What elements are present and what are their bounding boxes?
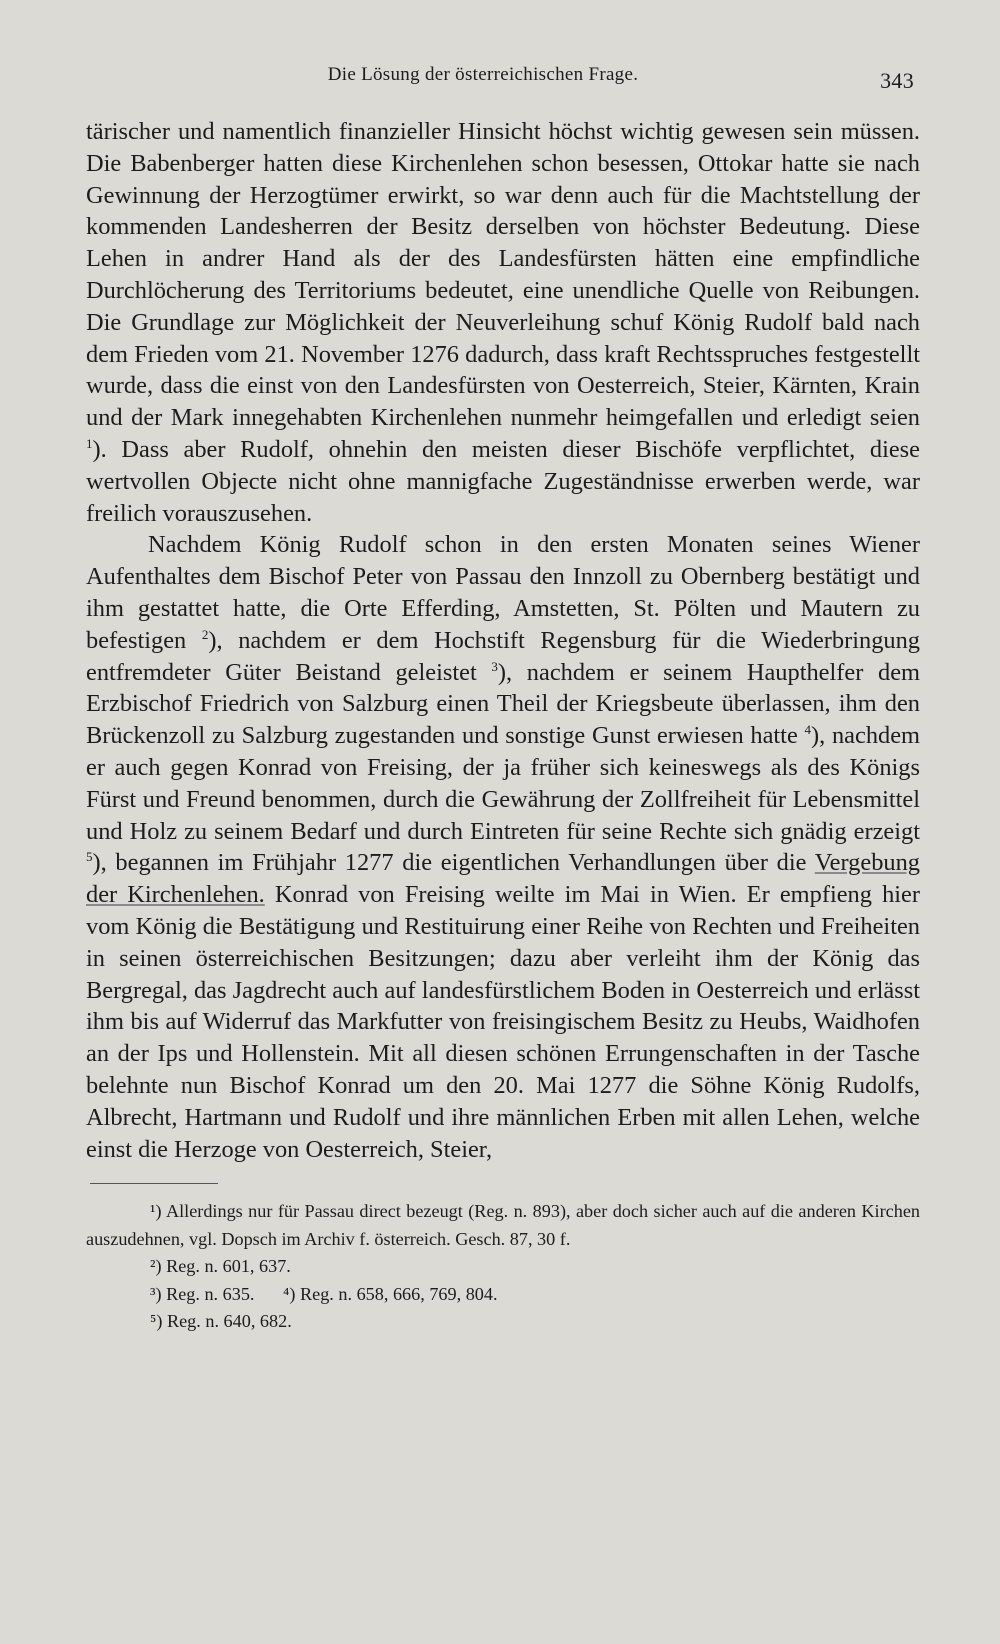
footnote-5-marker: ⁵): [150, 1311, 163, 1332]
running-title: Die Lösung der österreichischen Frage.: [327, 64, 639, 85]
footnote-2-text: Reg. n. 601, 637.: [166, 1256, 291, 1277]
footnote-5: [86, 1308, 920, 1336]
footnote-1-marker: ¹): [150, 1201, 162, 1222]
footnote-reference: 5: [86, 849, 93, 865]
footnotes: [86, 1198, 920, 1336]
footnote-2: [86, 1253, 920, 1281]
footnote-1: [86, 1198, 920, 1253]
footnote-reference: 3: [491, 658, 498, 674]
paragraph: [86, 116, 920, 529]
footnote-3-marker: ³): [150, 1283, 162, 1304]
footnote-3-4: [86, 1281, 920, 1309]
paragraph-text: Nachdem König Rudolf schon in den ersten Monaten seines Wiener Aufenthaltes dem Bischof Peter von Passau den Innzoll zu Obernberg bestätigt und ihm gestattet hatte, die Orte Efferding, Amstetten, St. Pölten und Mautern zu befestigen: [86, 531, 920, 654]
main-text: [86, 116, 920, 1165]
underlined-phrase: Vergebung der Kirchenlehen.: [86, 849, 920, 909]
paragraph-text: ), nachdem er auch gegen Konrad von Freising, der ja früher sich keineswegs als des Königs Fürst und Freund benommen, durch die Gewährung der Zollfreiheit für Lebensmittel und Holz zu seinem Bedarf und durch Eintreten für seine Rechte sich gnädig erzeigt: [86, 722, 921, 845]
footnote-reference: 4: [804, 722, 812, 738]
footnote-reference: 1: [86, 435, 93, 451]
paragraph-text: ), nachdem er dem Hochstift Regensburg für die Wiederbringung entfremdeter Güter Beistand geleistet: [86, 626, 921, 686]
footnote-4-text: Reg. n. 658, 666, 769, 804.: [299, 1283, 498, 1304]
footnote-1-text: Allerdings nur für Passau direct bezeugt (Reg. n. 893), aber doch sicher auch auf die anderen Kirchen auszudehnen, vgl. Dopsch im Archiv f. österreich. Gesch. 87, 30 f.: [86, 1201, 920, 1249]
footnote-5-text: Reg. n. 640, 682.: [166, 1311, 292, 1332]
footnote-2-marker: ²): [150, 1256, 162, 1277]
paragraph-text: tärischer und namentlich finanzieller Hinsicht höchst wichtig gewesen sein müssen. Die Babenberger hatten diese Kirchenlehen schon besessen, Ottokar hatte sie nach Gewinnung der Herzogtümer erwirkt, so war denn auch für die Machtstellung der kommenden Landesherren der Besitz derselben von höchster Bedeutung. Diese Lehen in andrer Hand als der des Landesfürsten hätten eine empfindliche Durchlöcherung des Territoriums bedeutet, eine unendliche Quelle von Reibungen. Die Grundlage zur Möglichkeit der Neuverleihung schuf König Rudolf bald nach dem Frieden vom 21. November 1276 dadurch, dass kraft Rechtsspruches festgestellt wurde, dass die einst von den Landesfürsten von Oesterreich, Steier, Kärnten, Krain und der Mark innegehabten Kirchenlehen nunmehr heimgefallen und erledigt seien: [86, 118, 920, 432]
paragraph-text: ). Dass aber Rudolf, ohnehin den meisten dieser Bischöfe verpflichtet, diese wertvollen Objecte nicht ohne mannigfache Zugeständnisse erwerben werde, war freilich vorauszusehen.: [86, 435, 920, 527]
paragraph-text: Konrad von Freising weilte im Mai in Wien. Er empfieng hier vom König die Bestätigung und Restituirung einer Reihe von Rechten und Freiheiten in seinen österreichischen Besitzungen; dazu aber verleiht ihm der König das Bergregal, das Jagdrecht auch auf landesfürstlichem Boden in Oesterreich und erlässt ihm bis auf Widerruf das Markfutter von freisingischem Besitz zu Heubs, Waidhofen an der Ips und Hollenstein. Mit all diesen schönen Errungenschaften in der Tasche belehnte nun Bischof Konrad um den 20. Mai 1277 die Söhne König Rudolfs, Albrecht, Hartmann und Rudolf und ihre männlichen Erben mit allen Lehen, welche einst die Herzoge von Oesterreich, Steier,: [86, 881, 920, 1163]
paragraph-text: ), nachdem er seinem Haupthelfer dem Erzbischof Friedrich von Salzburg einen Theil der Kriegsbeute überlassen, ihm den Brückenzoll zu Salzburg zugestanden und sonstige Gunst erwiesen hatte: [86, 658, 920, 750]
paragraph-text: ), begannen im Frühjahr 1277 die eigentlichen Verhandlungen über die: [92, 849, 815, 877]
page-number: 343: [880, 68, 914, 93]
footnote-3-text: Reg. n. 635.: [166, 1283, 255, 1304]
paragraph: [86, 529, 920, 1165]
running-head: [86, 64, 920, 102]
footnote-4-marker: ⁴): [283, 1283, 296, 1304]
footnote-separator: [90, 1183, 218, 1184]
footnote-reference: 2: [201, 626, 209, 642]
